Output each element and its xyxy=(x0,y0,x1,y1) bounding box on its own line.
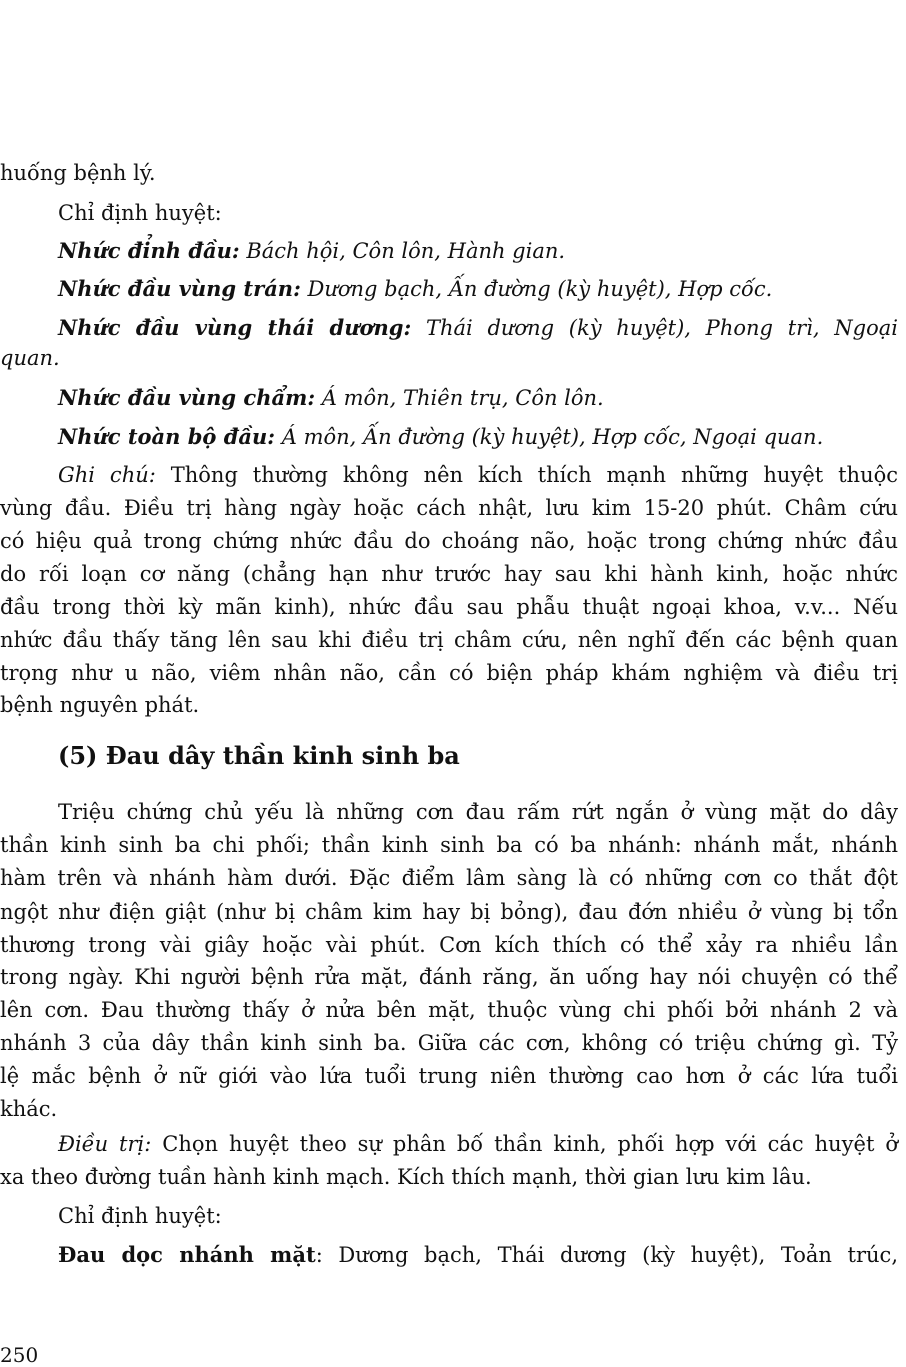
acupoint-line xyxy=(58,383,898,413)
symptom-label: Nhức đầu vùng trán: xyxy=(58,276,301,301)
text-line: vùng đầu. Điều trị hàng ngày hoặc cách nhật, lưu kim 15-20 phút. Châm cứu xyxy=(0,496,898,520)
text-line: ngột như điện giật (như bị châm kim hay bị bỏng), đau đớn nhiều ở vùng bị tổn xyxy=(0,900,898,924)
text-line: lên cơn. Đau thường thấy ở nửa bên mặt, thuộc vùng chi phối bởi nhánh 2 và xyxy=(0,998,898,1022)
acupoint-list: Bách hội, Côn lôn, Hành gian. xyxy=(239,239,566,263)
text-line: xa theo đường tuần hành kinh mạch. Kích thích mạnh, thời gian lưu kim lâu. xyxy=(0,1165,812,1189)
acupoint-line xyxy=(58,274,898,304)
note-label: Ghi chú: xyxy=(58,463,156,487)
text-line: hàm trên và nhánh hàm dưới. Đặc điểm lâm sàng là có những cơn co thắt đột xyxy=(0,866,898,890)
section-heading: (5) Đau dây thần kinh sinh ba xyxy=(58,741,460,770)
acupoint-line xyxy=(58,422,898,452)
symptom-label: Nhức đầu vùng chẩm: xyxy=(58,385,316,410)
acupoint-list: : Dương bạch, Thái dương (kỳ huyệt), Toản trúc, xyxy=(315,1243,898,1267)
text-line: nhức đầu thấy tăng lên sau khi điều trị châm cứu, nên nghĩ đến các bệnh quan xyxy=(0,628,898,652)
acupoint-line xyxy=(58,236,898,266)
text-line: quan. xyxy=(0,346,60,370)
text-line: nhánh 3 của dây thần kinh sinh ba. Giữa các cơn, không có triệu chứng gì. Tỷ xyxy=(0,1031,898,1055)
text-line: Chỉ định huyệt: xyxy=(58,201,222,225)
text-line: thương trong vài giây hoặc vài phút. Cơn kích thích có thể xảy ra nhiều lần xyxy=(0,933,898,957)
text-line: có hiệu quả trong chứng nhức đầu do choáng não, hoặc trong chứng nhức đầu xyxy=(0,529,898,553)
acupoint-list: Dương bạch, Ấn đường (kỳ huyệt), Hợp cốc. xyxy=(300,277,773,301)
treatment-line: Điều trị: Chọn huyệt theo sự phân bố thần kinh, phối hợp với các huyệt ở xyxy=(58,1132,898,1156)
text-line: trọng như u não, viêm nhân não, cần có biện pháp khám nghiệm và điều trị xyxy=(0,661,898,685)
text-line: bệnh nguyên phát. xyxy=(0,693,200,717)
text-line: Chỉ định huyệt: xyxy=(58,1204,222,1228)
text-line: Triệu chứng chủ yếu là những cơn đau rấm rứt ngắn ở vùng mặt do dây xyxy=(58,800,898,824)
acupoint-list: Á môn, Ấn đường (kỳ huyệt), Hợp cốc, Ngoại quan. xyxy=(275,425,824,449)
symptom-label: Nhức đầu vùng thái dương: xyxy=(58,315,412,340)
acupoint-list: Thái dương (kỳ huyệt), Phong trì, Ngoại xyxy=(411,316,898,340)
acupoint-line xyxy=(58,1240,898,1270)
note-line: Ghi chú: Thông thường không nên kích thích mạnh những huyệt thuộc xyxy=(58,463,898,487)
symptom-label: Nhức đỉnh đầu: xyxy=(58,238,240,263)
page-number: 250 xyxy=(0,1343,39,1367)
acupoint-list: Á môn, Thiên trụ, Côn lôn. xyxy=(315,386,604,410)
symptom-label: Đau dọc nhánh mặt xyxy=(58,1242,316,1267)
text-line: lệ mắc bệnh ở nữ giới vào lứa tuổi trung niên thường cao hơn ở các lứa tuổi xyxy=(0,1064,898,1088)
treatment-label: Điều trị: xyxy=(58,1132,152,1156)
acupoint-line xyxy=(58,313,898,343)
text-line: thần kinh sinh ba chi phối; thần kinh sinh ba có ba nhánh: nhánh mắt, nhánh xyxy=(0,833,898,857)
text-line: do rối loạn cơ năng (chẳng hạn như trước hay sau khi hành kinh, hoặc nhức xyxy=(0,562,898,586)
text-line: đầu trong thời kỳ mãn kinh), nhức đầu sau phẫu thuật ngoại khoa, v.v... Nếu xyxy=(0,595,898,619)
text-line: huống bệnh lý. xyxy=(0,161,156,185)
text-line: khác. xyxy=(0,1097,58,1121)
text-line: trong ngày. Khi người bệnh rửa mặt, đánh răng, ăn uống hay nói chuyện có thể xyxy=(0,965,898,989)
symptom-label: Nhức toàn bộ đầu: xyxy=(58,424,276,449)
